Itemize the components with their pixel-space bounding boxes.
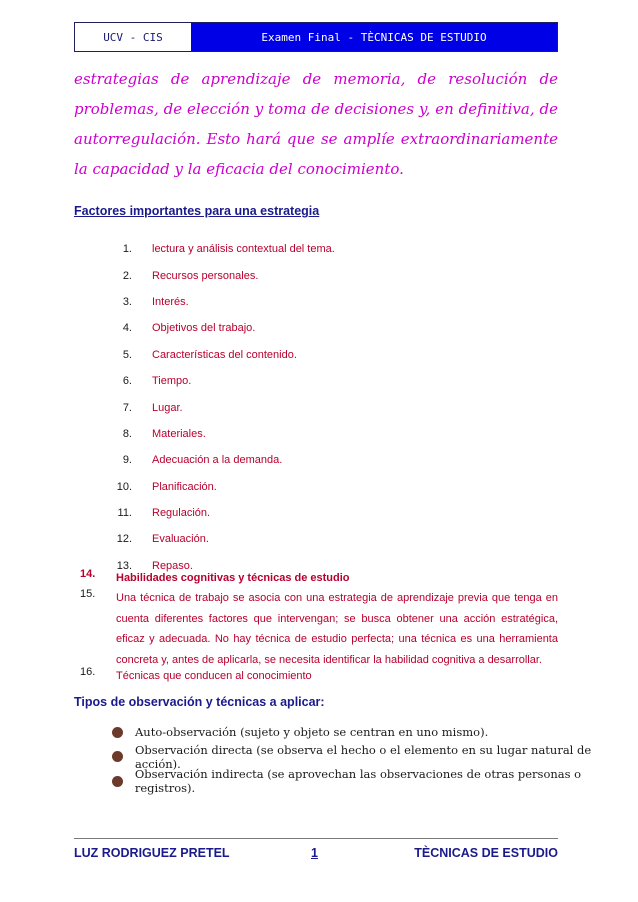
item-number: 8. <box>122 427 132 440</box>
item-14 <box>80 568 558 589</box>
item-text: Repaso. <box>152 559 193 572</box>
footer-author: LUZ RODRIGUEZ PRETEL <box>74 846 230 860</box>
bullet-icon <box>112 727 123 738</box>
list-item <box>96 236 496 262</box>
list-item <box>96 421 496 447</box>
item-text: Adecuación a la demanda. <box>152 454 283 467</box>
item-text: Habilidades cognitivas y técnicas de estudio <box>116 572 350 584</box>
item-text: Recursos personales. <box>152 269 259 282</box>
item-number: 2. <box>122 269 132 282</box>
factores-heading: Factores importantes para una estrategia <box>74 204 320 218</box>
header-right-label: Examen Final - TÈCNICAS DE ESTUDIO <box>191 23 557 51</box>
item-number: 12. <box>116 533 132 546</box>
list-item <box>96 315 496 341</box>
item-number: 7. <box>122 401 132 414</box>
item-text: Materiales. <box>152 427 206 440</box>
item-15 <box>80 588 558 670</box>
item-number: 3. <box>122 295 132 308</box>
item-number: 14. <box>80 568 96 580</box>
item-text: Planificación. <box>152 480 217 493</box>
bullet-icon <box>112 776 123 787</box>
bullet-text: Observación directa (se observa el hecho o el elemento en su lugar natural de acción). <box>134 742 592 771</box>
item-number: 10. <box>116 480 132 493</box>
item-text: Evaluación. <box>152 533 209 546</box>
item-number: 5. <box>122 348 132 361</box>
item-text: Interés. <box>152 295 189 308</box>
page-header <box>74 22 558 52</box>
list-item <box>96 526 496 552</box>
footer-divider <box>74 838 558 839</box>
item-number: 16. <box>80 666 96 678</box>
list-item <box>96 474 496 500</box>
item-text: lectura y análisis contextual del tema. <box>152 243 335 256</box>
page-number: 1 <box>311 846 318 860</box>
list-item <box>96 447 496 473</box>
item-text: Lugar. <box>152 401 183 414</box>
item-text: Características del contenido. <box>152 348 297 361</box>
item-number: 9. <box>122 454 132 467</box>
list-item <box>112 769 638 794</box>
list-item <box>112 720 638 745</box>
footer-title: TÈCNICAS DE ESTUDIO <box>414 846 558 860</box>
observacion-list <box>112 720 638 794</box>
observacion-heading: Tipos de observación y técnicas a aplicar: <box>74 695 325 709</box>
bullet-icon <box>112 751 123 762</box>
bullet-text: Observación indirecta (se aprovechan las observaciones de otras personas o registros). <box>134 767 582 796</box>
list-item <box>96 289 496 315</box>
intro-paragraph: estrategias de aprendizaje de memoria, de resolución de problemas, de elección y toma de decisiones y, en definitiva, de autorregulación. Esto hará que se amplíe extraordinariamente la capacidad y la eficacia del conocimiento. <box>74 70 558 178</box>
item-text: Una técnica de trabajo se asocia con una estrategia de aprendizaje previa que tenga en cuenta diferentes factores que intervengan; se busca obtener una acción estratégica, eficaz y adecuada. No hay técnica de estudio perfecta; una técnica es una herramienta concreta y, antes de aplicarla, se necesita identificar la habilidad cognitiva a desarrollar. <box>116 592 558 666</box>
item-number: 1. <box>122 243 132 256</box>
item-number: 13. <box>116 559 132 572</box>
item-number: 15. <box>80 588 96 600</box>
item-number: 4. <box>122 322 132 335</box>
item-text: Regulación. <box>152 507 211 520</box>
item-text: Tiempo. <box>152 375 192 388</box>
item-number: 11. <box>117 507 132 520</box>
item-text: Técnicas que conducen al conocimiento <box>116 670 312 682</box>
list-item <box>96 394 496 420</box>
list-item <box>112 742 638 771</box>
item-number: 6. <box>122 375 132 388</box>
bullet-text: Auto-observación (sujeto y objeto se centran en uno mismo). <box>135 725 489 740</box>
item-16 <box>80 666 558 687</box>
item-text: Objetivos del trabajo. <box>152 322 256 335</box>
list-item <box>96 500 496 526</box>
list-item <box>96 262 496 288</box>
factores-list <box>96 236 496 579</box>
header-left-label: UCV - CIS <box>103 30 163 44</box>
list-item <box>96 342 496 368</box>
list-item <box>96 368 496 394</box>
